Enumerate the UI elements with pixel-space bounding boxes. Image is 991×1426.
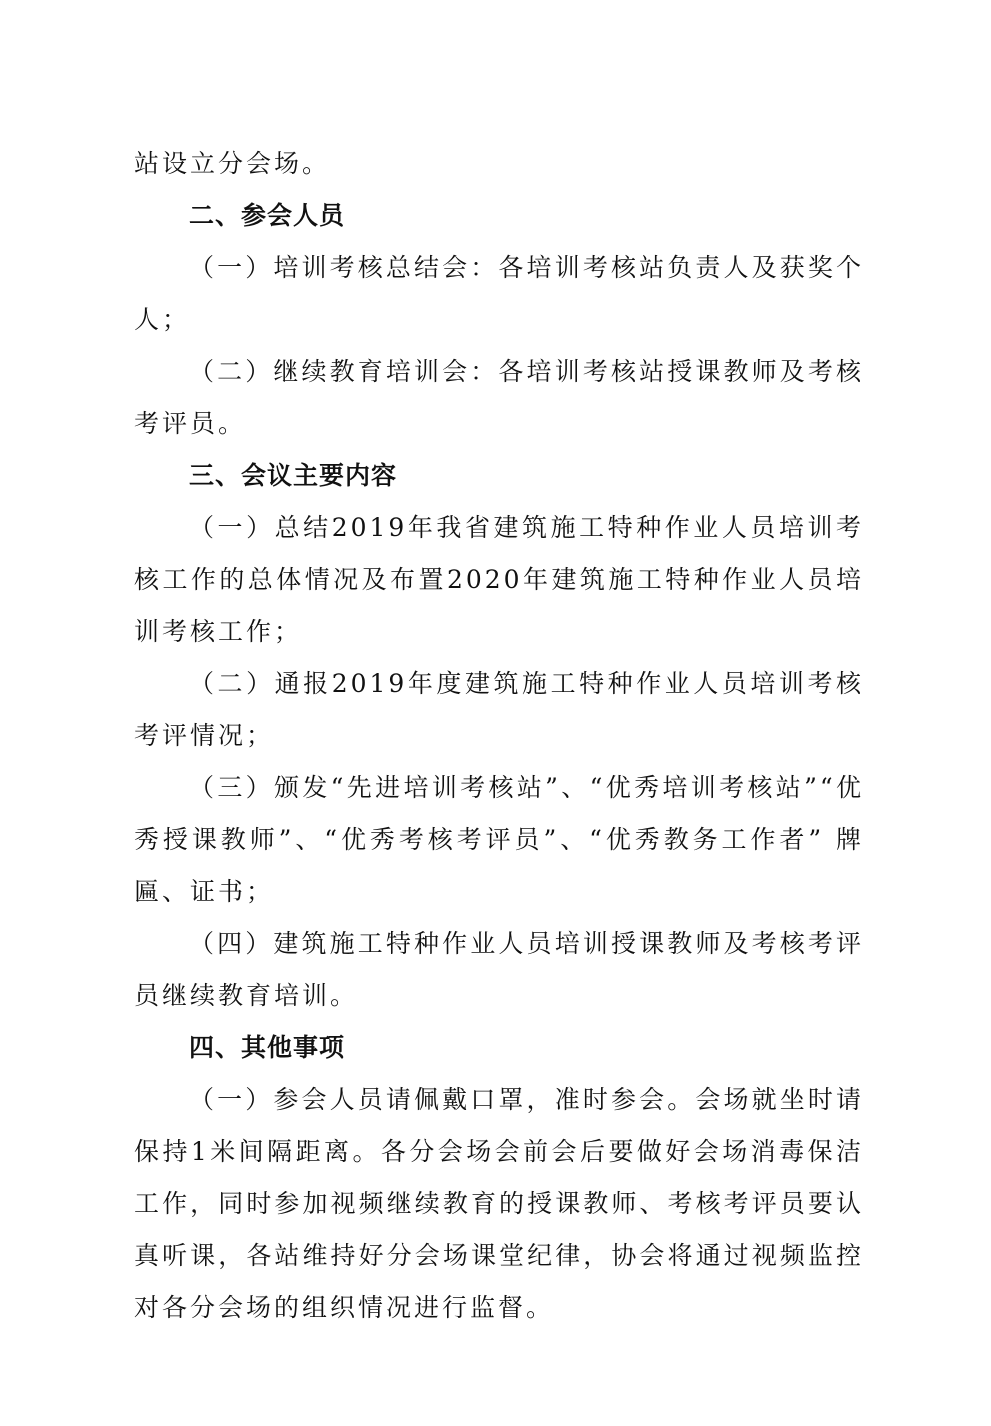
continuation-text: 站设立分会场。 (134, 149, 331, 178)
main-content-item-2: （二）通报2019年度建筑施工特种作业人员培训考核考评情况； (134, 669, 864, 750)
main-content-item-4: （四）建筑施工特种作业人员培训授课教师及考核考评员继续教育培训。 (134, 929, 864, 1010)
main-content-item-1: （一）总结2019年我省建筑施工特种作业人员培训考核工作的总体情况及布置2020年建筑施工特种作业人员培训考核工作； (134, 513, 864, 646)
section-heading-main-content: 三、会议主要内容 (189, 461, 398, 490)
main-content-item-3: （三）颁发“先进培训考核站”、“优秀培训考核站”“优秀授课教师”、“优秀考核考评员”、“优秀教务工作者” 牌匾、证书； (134, 773, 864, 906)
section-heading-other-matters: 四、其他事项 (189, 1033, 346, 1062)
other-matters-item-1: （一）参会人员请佩戴口罩，准时参会。会场就坐时请保持1米间隔距离。各分会场会前会后要做好会场消毒保洁工作，同时参加视频继续教育的授课教师、考核考评员要认真听课，各站维持好分会场课堂纪律，协会将通过视频监控对各分会场的组织情况进行监督。 (134, 1085, 864, 1322)
attendees-item-2: （二）继续教育培训会：各培训考核站授课教师及考核考评员。 (134, 357, 864, 438)
attendees-item-1: （一）培训考核总结会：各培训考核站负责人及获奖个人； (134, 253, 864, 334)
document-body (134, 138, 864, 1334)
section-heading-attendees: 二、参会人员 (189, 201, 346, 230)
